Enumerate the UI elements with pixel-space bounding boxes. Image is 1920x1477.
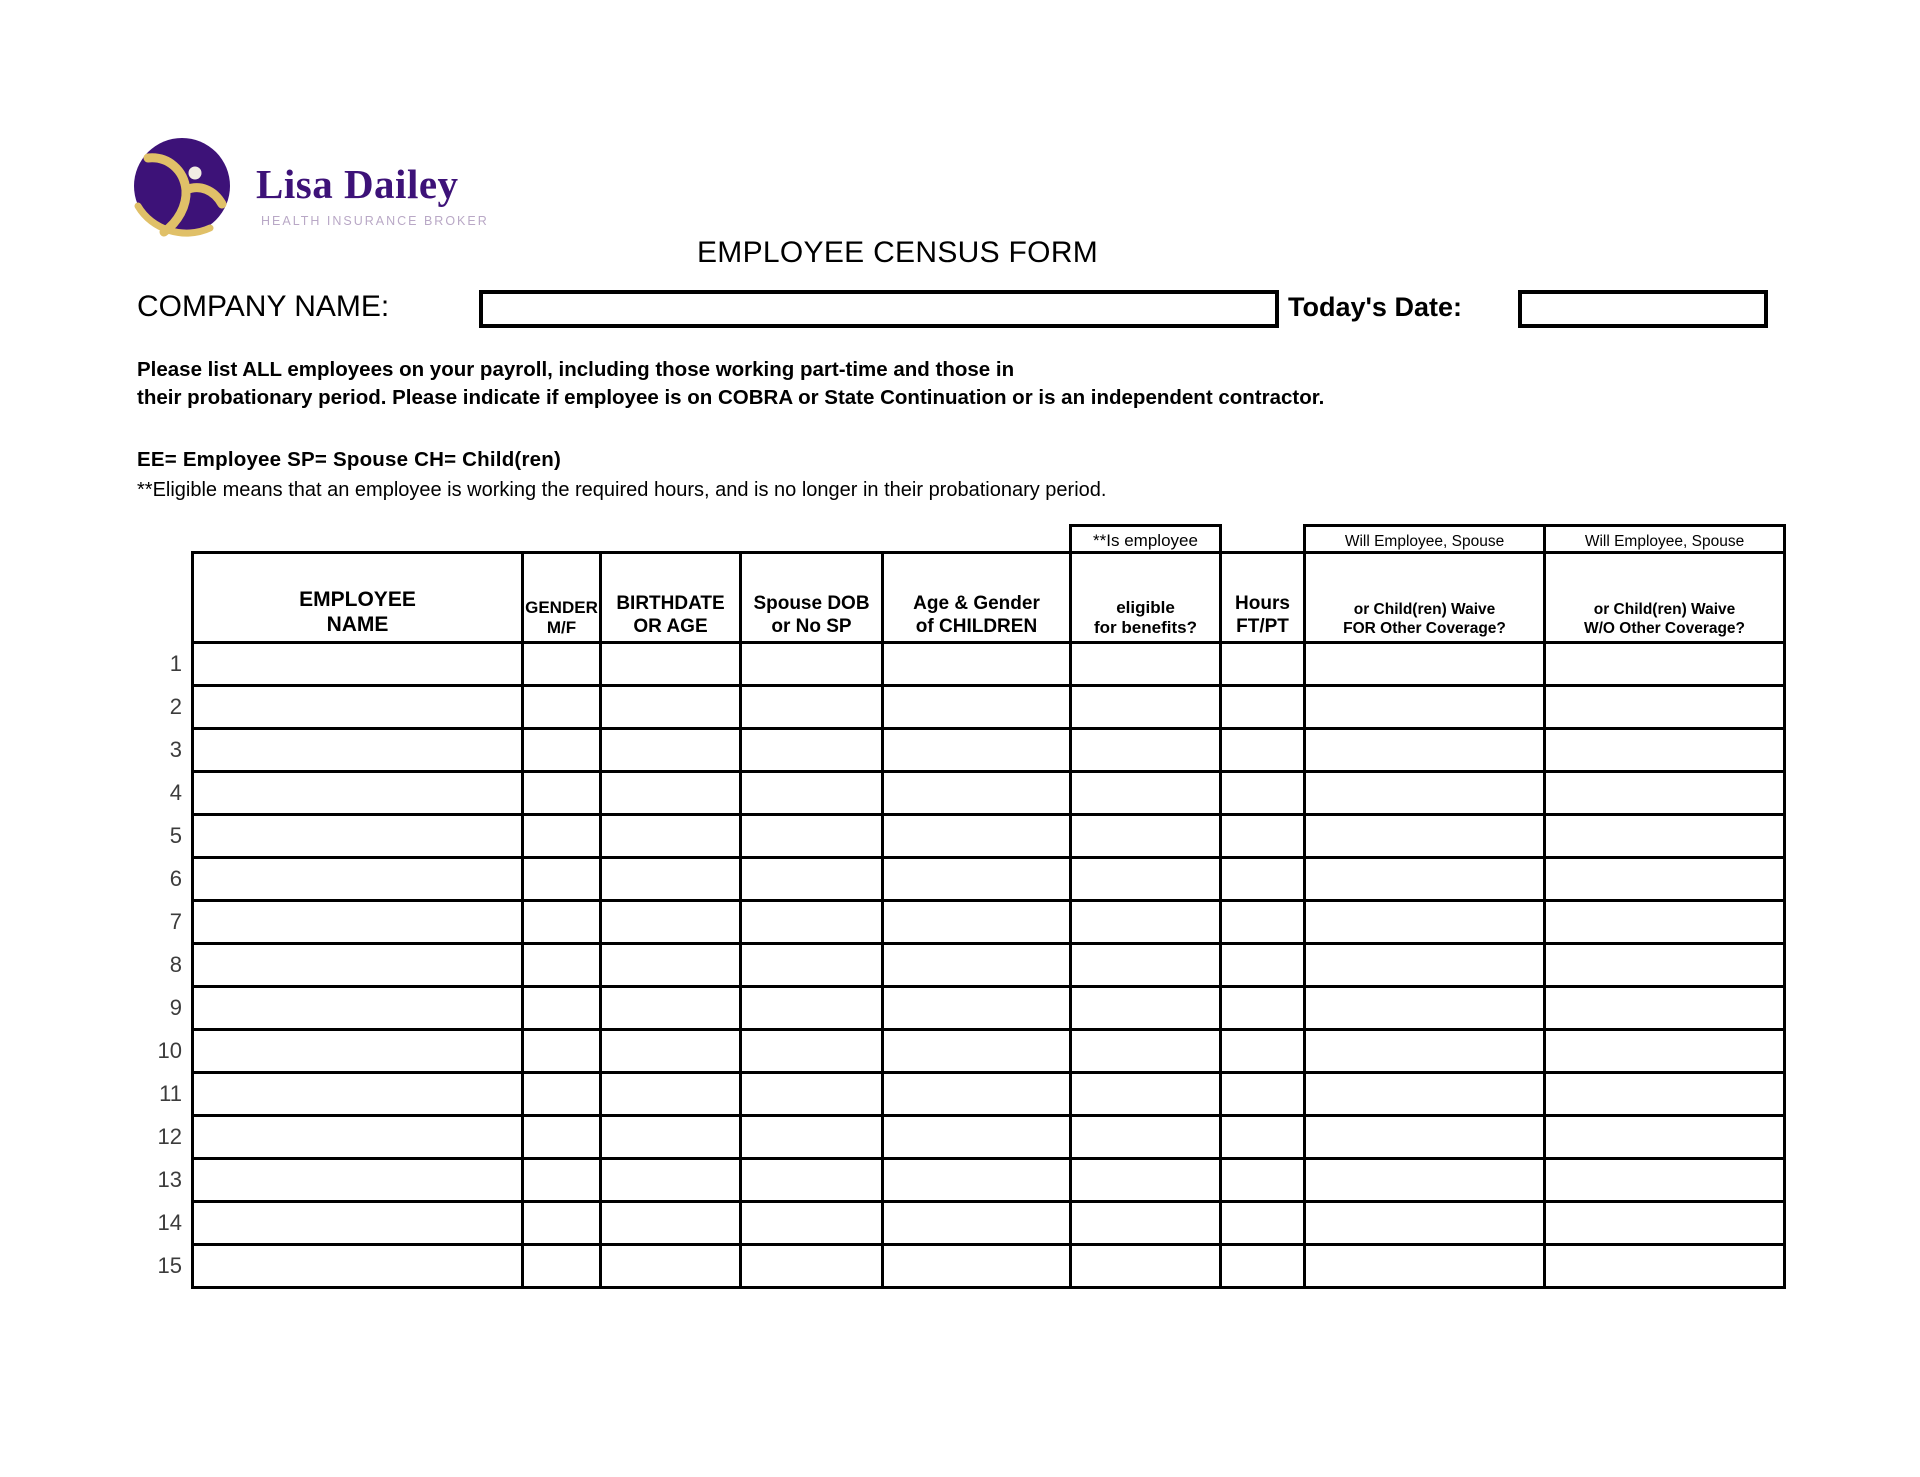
cell-r5-c6[interactable]: [1071, 815, 1221, 858]
cell-r8-c2[interactable]: [523, 944, 601, 987]
cell-r1-c8[interactable]: [1305, 643, 1545, 686]
cell-r7-c3[interactable]: [601, 901, 741, 944]
cell-r4-c6[interactable]: [1071, 772, 1221, 815]
cell-r11-c1[interactable]: [193, 1073, 523, 1116]
row-number-9: 9: [169, 995, 182, 1020]
column-header-line: Age & Gender: [913, 593, 1040, 615]
cell-r12-c4[interactable]: [741, 1116, 883, 1159]
cell-r4-c1[interactable]: [193, 772, 523, 815]
cell-r14-c3[interactable]: [601, 1202, 741, 1245]
cell-r13-c5[interactable]: [883, 1159, 1071, 1202]
cell-r13-c2[interactable]: [523, 1159, 601, 1202]
cell-r13-c8[interactable]: [1305, 1159, 1545, 1202]
column-header-line: Spouse DOB: [753, 593, 870, 615]
table-header-top-8: Will Employee, Spouse: [1545, 526, 1785, 553]
cell-r2-c6[interactable]: [1071, 686, 1221, 729]
cell-r14-c7[interactable]: [1221, 1202, 1305, 1245]
cell-r10-c4[interactable]: [741, 1030, 883, 1073]
cell-r3-c1[interactable]: [193, 729, 523, 772]
cell-r11-c9[interactable]: [1545, 1073, 1785, 1116]
cell-r7-c7[interactable]: [1221, 901, 1305, 944]
row-number-5: 5: [169, 823, 182, 848]
cell-r4-c4[interactable]: [741, 772, 883, 815]
cell-r10-c5[interactable]: [883, 1030, 1071, 1073]
cell-r9-c6[interactable]: [1071, 987, 1221, 1030]
cell-r7-c6[interactable]: [1071, 901, 1221, 944]
cell-r11-c2[interactable]: [523, 1073, 601, 1116]
cell-r7-c2[interactable]: [523, 901, 601, 944]
cell-r11-c4[interactable]: [741, 1073, 883, 1116]
cell-r5-c4[interactable]: [741, 815, 883, 858]
table-row: [136, 1116, 1785, 1159]
cell-r6-c9[interactable]: [1545, 858, 1785, 901]
cell-r8-c5[interactable]: [883, 944, 1071, 987]
cell-r12-c2[interactable]: [523, 1116, 601, 1159]
cell-r10-c6[interactable]: [1071, 1030, 1221, 1073]
cell-r8-c7[interactable]: [1221, 944, 1305, 987]
column-header-line: or Child(ren) Waive: [1353, 601, 1496, 619]
cell-r15-c9[interactable]: [1545, 1245, 1785, 1288]
column-header-line: for benefits?: [1094, 617, 1197, 637]
cell-r15-c8[interactable]: [1305, 1245, 1545, 1288]
table-header-top-5: **Is employee: [1071, 526, 1221, 553]
cell-r13-c7[interactable]: [1221, 1159, 1305, 1202]
row-number-10: 10: [157, 1038, 182, 1063]
column-header-5: [1071, 553, 1221, 643]
cell-r5-c2[interactable]: [523, 815, 601, 858]
table-row: [136, 815, 1785, 858]
row-number-2: 2: [169, 694, 182, 719]
table-header-spacer-3: [741, 526, 883, 553]
cell-r11-c7[interactable]: [1221, 1073, 1305, 1116]
column-header-3: [741, 553, 883, 643]
column-header-line: W/O Other Coverage?: [1583, 619, 1746, 637]
cell-r7-c4[interactable]: [741, 901, 883, 944]
row-number-4: 4: [169, 780, 182, 805]
cell-r12-c7[interactable]: [1221, 1116, 1305, 1159]
rownum-gutter-spacer: [136, 526, 193, 553]
cell-r14-c9[interactable]: [1545, 1202, 1785, 1245]
cell-r1-c9[interactable]: [1545, 643, 1785, 686]
table-row: [136, 643, 1785, 686]
cell-r8-c4[interactable]: [741, 944, 883, 987]
cell-r1-c3[interactable]: [601, 643, 741, 686]
cell-r1-c6[interactable]: [1071, 643, 1221, 686]
cell-r14-c6[interactable]: [1071, 1202, 1221, 1245]
column-header-line: GENDER: [525, 597, 598, 617]
cell-r3-c5[interactable]: [883, 729, 1071, 772]
cell-r11-c8[interactable]: [1305, 1073, 1545, 1116]
cell-r1-c1[interactable]: [193, 643, 523, 686]
page-title: EMPLOYEE CENSUS FORM: [697, 236, 1099, 269]
table-row: [136, 987, 1785, 1030]
row-number-8: 8: [169, 952, 182, 977]
cell-r15-c3[interactable]: [601, 1245, 741, 1288]
cell-r4-c7[interactable]: [1221, 772, 1305, 815]
table-row: [136, 944, 1785, 987]
abbreviation-legend: EE= Employee SP= Spouse CH= Child(ren): [137, 448, 561, 471]
cell-r3-c2[interactable]: [523, 729, 601, 772]
cell-r9-c5[interactable]: [883, 987, 1071, 1030]
cell-r14-c4[interactable]: [741, 1202, 883, 1245]
column-header-line: NAME: [326, 613, 389, 637]
cell-r12-c6[interactable]: [1071, 1116, 1221, 1159]
column-header-line: BIRTHDATE: [616, 593, 725, 615]
cell-r12-c9[interactable]: [1545, 1116, 1785, 1159]
column-header-line: EMPLOYEE: [299, 588, 416, 612]
cell-r2-c2[interactable]: [523, 686, 601, 729]
cell-r1-c7[interactable]: [1221, 643, 1305, 686]
rownum-gutter-header: [136, 553, 193, 643]
cell-r10-c2[interactable]: [523, 1030, 601, 1073]
column-header-7: [1305, 553, 1545, 643]
cell-r7-c8[interactable]: [1305, 901, 1545, 944]
table-header-main-row: [136, 553, 1785, 643]
cell-r9-c8[interactable]: [1305, 987, 1545, 1030]
cell-r15-c6[interactable]: [1071, 1245, 1221, 1288]
cell-r3-c3[interactable]: [601, 729, 741, 772]
cell-r6-c7[interactable]: [1221, 858, 1305, 901]
cell-r10-c1[interactable]: [193, 1030, 523, 1073]
cell-r15-c1[interactable]: [193, 1245, 523, 1288]
cell-r13-c3[interactable]: [601, 1159, 741, 1202]
cell-r5-c8[interactable]: [1305, 815, 1545, 858]
table-header-spacer-6: [1221, 526, 1305, 553]
cell-r2-c1[interactable]: [193, 686, 523, 729]
cell-r13-c9[interactable]: [1545, 1159, 1785, 1202]
cell-r13-c4[interactable]: [741, 1159, 883, 1202]
cell-r6-c3[interactable]: [601, 858, 741, 901]
cell-r15-c7[interactable]: [1221, 1245, 1305, 1288]
cell-r3-c6[interactable]: [1071, 729, 1221, 772]
cell-r14-c1[interactable]: [193, 1202, 523, 1245]
cell-r6-c2[interactable]: [523, 858, 601, 901]
cell-r4-c2[interactable]: [523, 772, 601, 815]
table-row: [136, 686, 1785, 729]
cell-r2-c5[interactable]: [883, 686, 1071, 729]
row-number-11: 11: [159, 1081, 182, 1106]
cell-r9-c7[interactable]: [1221, 987, 1305, 1030]
cell-r10-c9[interactable]: [1545, 1030, 1785, 1073]
cell-r6-c6[interactable]: [1071, 858, 1221, 901]
cell-r1-c5[interactable]: [883, 643, 1071, 686]
table-header-top-7: Will Employee, Spouse: [1305, 526, 1545, 553]
table-row: [136, 1159, 1785, 1202]
cell-r9-c3[interactable]: [601, 987, 741, 1030]
cell-r10-c8[interactable]: [1305, 1030, 1545, 1073]
cell-r9-c1[interactable]: [193, 987, 523, 1030]
cell-r12-c3[interactable]: [601, 1116, 741, 1159]
table-row: [136, 1202, 1785, 1245]
cell-r6-c1[interactable]: [193, 858, 523, 901]
column-header-line: of CHILDREN: [915, 615, 1038, 637]
column-header-line: or No SP: [771, 615, 852, 637]
cell-r5-c5[interactable]: [883, 815, 1071, 858]
brand-name: Lisa Dailey: [256, 161, 459, 207]
cell-r1-c4[interactable]: [741, 643, 883, 686]
cell-r11-c5[interactable]: [883, 1073, 1071, 1116]
cell-r8-c8[interactable]: [1305, 944, 1545, 987]
table-header-spacer-4: [883, 526, 1071, 553]
table-row: [136, 1073, 1785, 1116]
cell-r14-c5[interactable]: [883, 1202, 1071, 1245]
column-header-1: [523, 553, 601, 643]
column-header-2: [601, 553, 741, 643]
table-row: [136, 1245, 1785, 1288]
row-number-1: 1: [169, 651, 182, 676]
table-row: [136, 901, 1785, 944]
row-number-12: 12: [157, 1124, 182, 1149]
cell-r2-c3[interactable]: [601, 686, 741, 729]
cell-r8-c6[interactable]: [1071, 944, 1221, 987]
cell-r2-c4[interactable]: [741, 686, 883, 729]
table-header-spacer-2: [601, 526, 741, 553]
cell-r9-c4[interactable]: [741, 987, 883, 1030]
cell-r14-c8[interactable]: [1305, 1202, 1545, 1245]
cell-r1-c2[interactable]: [523, 643, 601, 686]
cell-r15-c4[interactable]: [741, 1245, 883, 1288]
column-header-6: [1221, 553, 1305, 643]
table-row: [136, 729, 1785, 772]
cell-r14-c2[interactable]: [523, 1202, 601, 1245]
table-row: [136, 1030, 1785, 1073]
table-header-spacer-1: [523, 526, 601, 553]
column-header-line: OR AGE: [633, 615, 708, 637]
cell-r12-c1[interactable]: [193, 1116, 523, 1159]
employee-census-table: [136, 524, 1786, 1289]
cell-r12-c5[interactable]: [883, 1116, 1071, 1159]
cell-r9-c9[interactable]: [1545, 987, 1785, 1030]
company-name-input[interactable]: [479, 290, 1279, 328]
cell-r5-c1[interactable]: [193, 815, 523, 858]
cell-r8-c3[interactable]: [601, 944, 741, 987]
cell-r7-c5[interactable]: [883, 901, 1071, 944]
table-body: [136, 643, 1785, 1288]
row-number-15: 15: [157, 1253, 182, 1278]
cell-r3-c7[interactable]: [1221, 729, 1305, 772]
cell-r4-c3[interactable]: [601, 772, 741, 815]
table-header-spacer-0: [193, 526, 523, 553]
column-header-line: eligible: [1116, 597, 1175, 617]
column-header-line: FT/PT: [1236, 615, 1289, 637]
cell-r3-c4[interactable]: [741, 729, 883, 772]
cell-r15-c5[interactable]: [883, 1245, 1071, 1288]
cell-r13-c1[interactable]: [193, 1159, 523, 1202]
cell-r10-c7[interactable]: [1221, 1030, 1305, 1073]
eligible-definition-note: **Eligible means that an employee is working the required hours, and is no longer in their probationary period.: [137, 479, 1107, 501]
cell-r8-c1[interactable]: [193, 944, 523, 987]
cell-r6-c5[interactable]: [883, 858, 1071, 901]
cell-r2-c7[interactable]: [1221, 686, 1305, 729]
lisa-dailey-swoosh-logo-icon: [128, 132, 236, 240]
cell-r2-c8[interactable]: [1305, 686, 1545, 729]
instructions-line-1: Please list ALL employees on your payroll, including those working part-time and those in: [137, 358, 1015, 381]
cell-r8-c9[interactable]: [1545, 944, 1785, 987]
column-header-0: [193, 553, 523, 643]
cell-r4-c8[interactable]: [1305, 772, 1545, 815]
cell-r6-c8[interactable]: [1305, 858, 1545, 901]
column-header-8: [1545, 553, 1785, 643]
cell-r12-c8[interactable]: [1305, 1116, 1545, 1159]
cell-r5-c9[interactable]: [1545, 815, 1785, 858]
cell-r9-c2[interactable]: [523, 987, 601, 1030]
cell-r4-c9[interactable]: [1545, 772, 1785, 815]
row-number-6: 6: [169, 866, 182, 891]
cell-r4-c5[interactable]: [883, 772, 1071, 815]
row-number-7: 7: [169, 909, 182, 934]
column-header-line: or Child(ren) Waive: [1593, 601, 1736, 619]
cell-r13-c6[interactable]: [1071, 1159, 1221, 1202]
table-row: [136, 772, 1785, 815]
row-number-14: 14: [157, 1210, 182, 1235]
table-row: [136, 858, 1785, 901]
column-header-line: FOR Other Coverage?: [1343, 619, 1506, 637]
row-number-13: 13: [157, 1167, 182, 1192]
cell-r6-c4[interactable]: [741, 858, 883, 901]
table-header-top-row: [136, 526, 1785, 553]
cell-r5-c3[interactable]: [601, 815, 741, 858]
company-name-label: COMPANY NAME:: [137, 290, 390, 323]
cell-r3-c8[interactable]: [1305, 729, 1545, 772]
cell-r7-c9[interactable]: [1545, 901, 1785, 944]
table-header: [136, 526, 1785, 643]
cell-r7-c1[interactable]: [193, 901, 523, 944]
cell-r11-c6[interactable]: [1071, 1073, 1221, 1116]
instructions-line-2: their probationary period. Please indicate if employee is on COBRA or State Continuation or is an independent contractor.: [137, 386, 1325, 409]
brand-logo-block: [128, 132, 528, 242]
column-header-line: Hours: [1235, 593, 1290, 615]
row-number-3: 3: [169, 737, 182, 762]
column-header-line: M/F: [546, 617, 577, 637]
cell-r3-c9[interactable]: [1545, 729, 1785, 772]
todays-date-input[interactable]: [1518, 290, 1768, 328]
cell-r2-c9[interactable]: [1545, 686, 1785, 729]
cell-r15-c2[interactable]: [523, 1245, 601, 1288]
column-header-4: [883, 553, 1071, 643]
cell-r10-c3[interactable]: [601, 1030, 741, 1073]
brand-tagline: HEALTH INSURANCE BROKER: [261, 214, 489, 228]
cell-r5-c7[interactable]: [1221, 815, 1305, 858]
cell-r11-c3[interactable]: [601, 1073, 741, 1116]
todays-date-label: Today's Date:: [1288, 292, 1462, 322]
